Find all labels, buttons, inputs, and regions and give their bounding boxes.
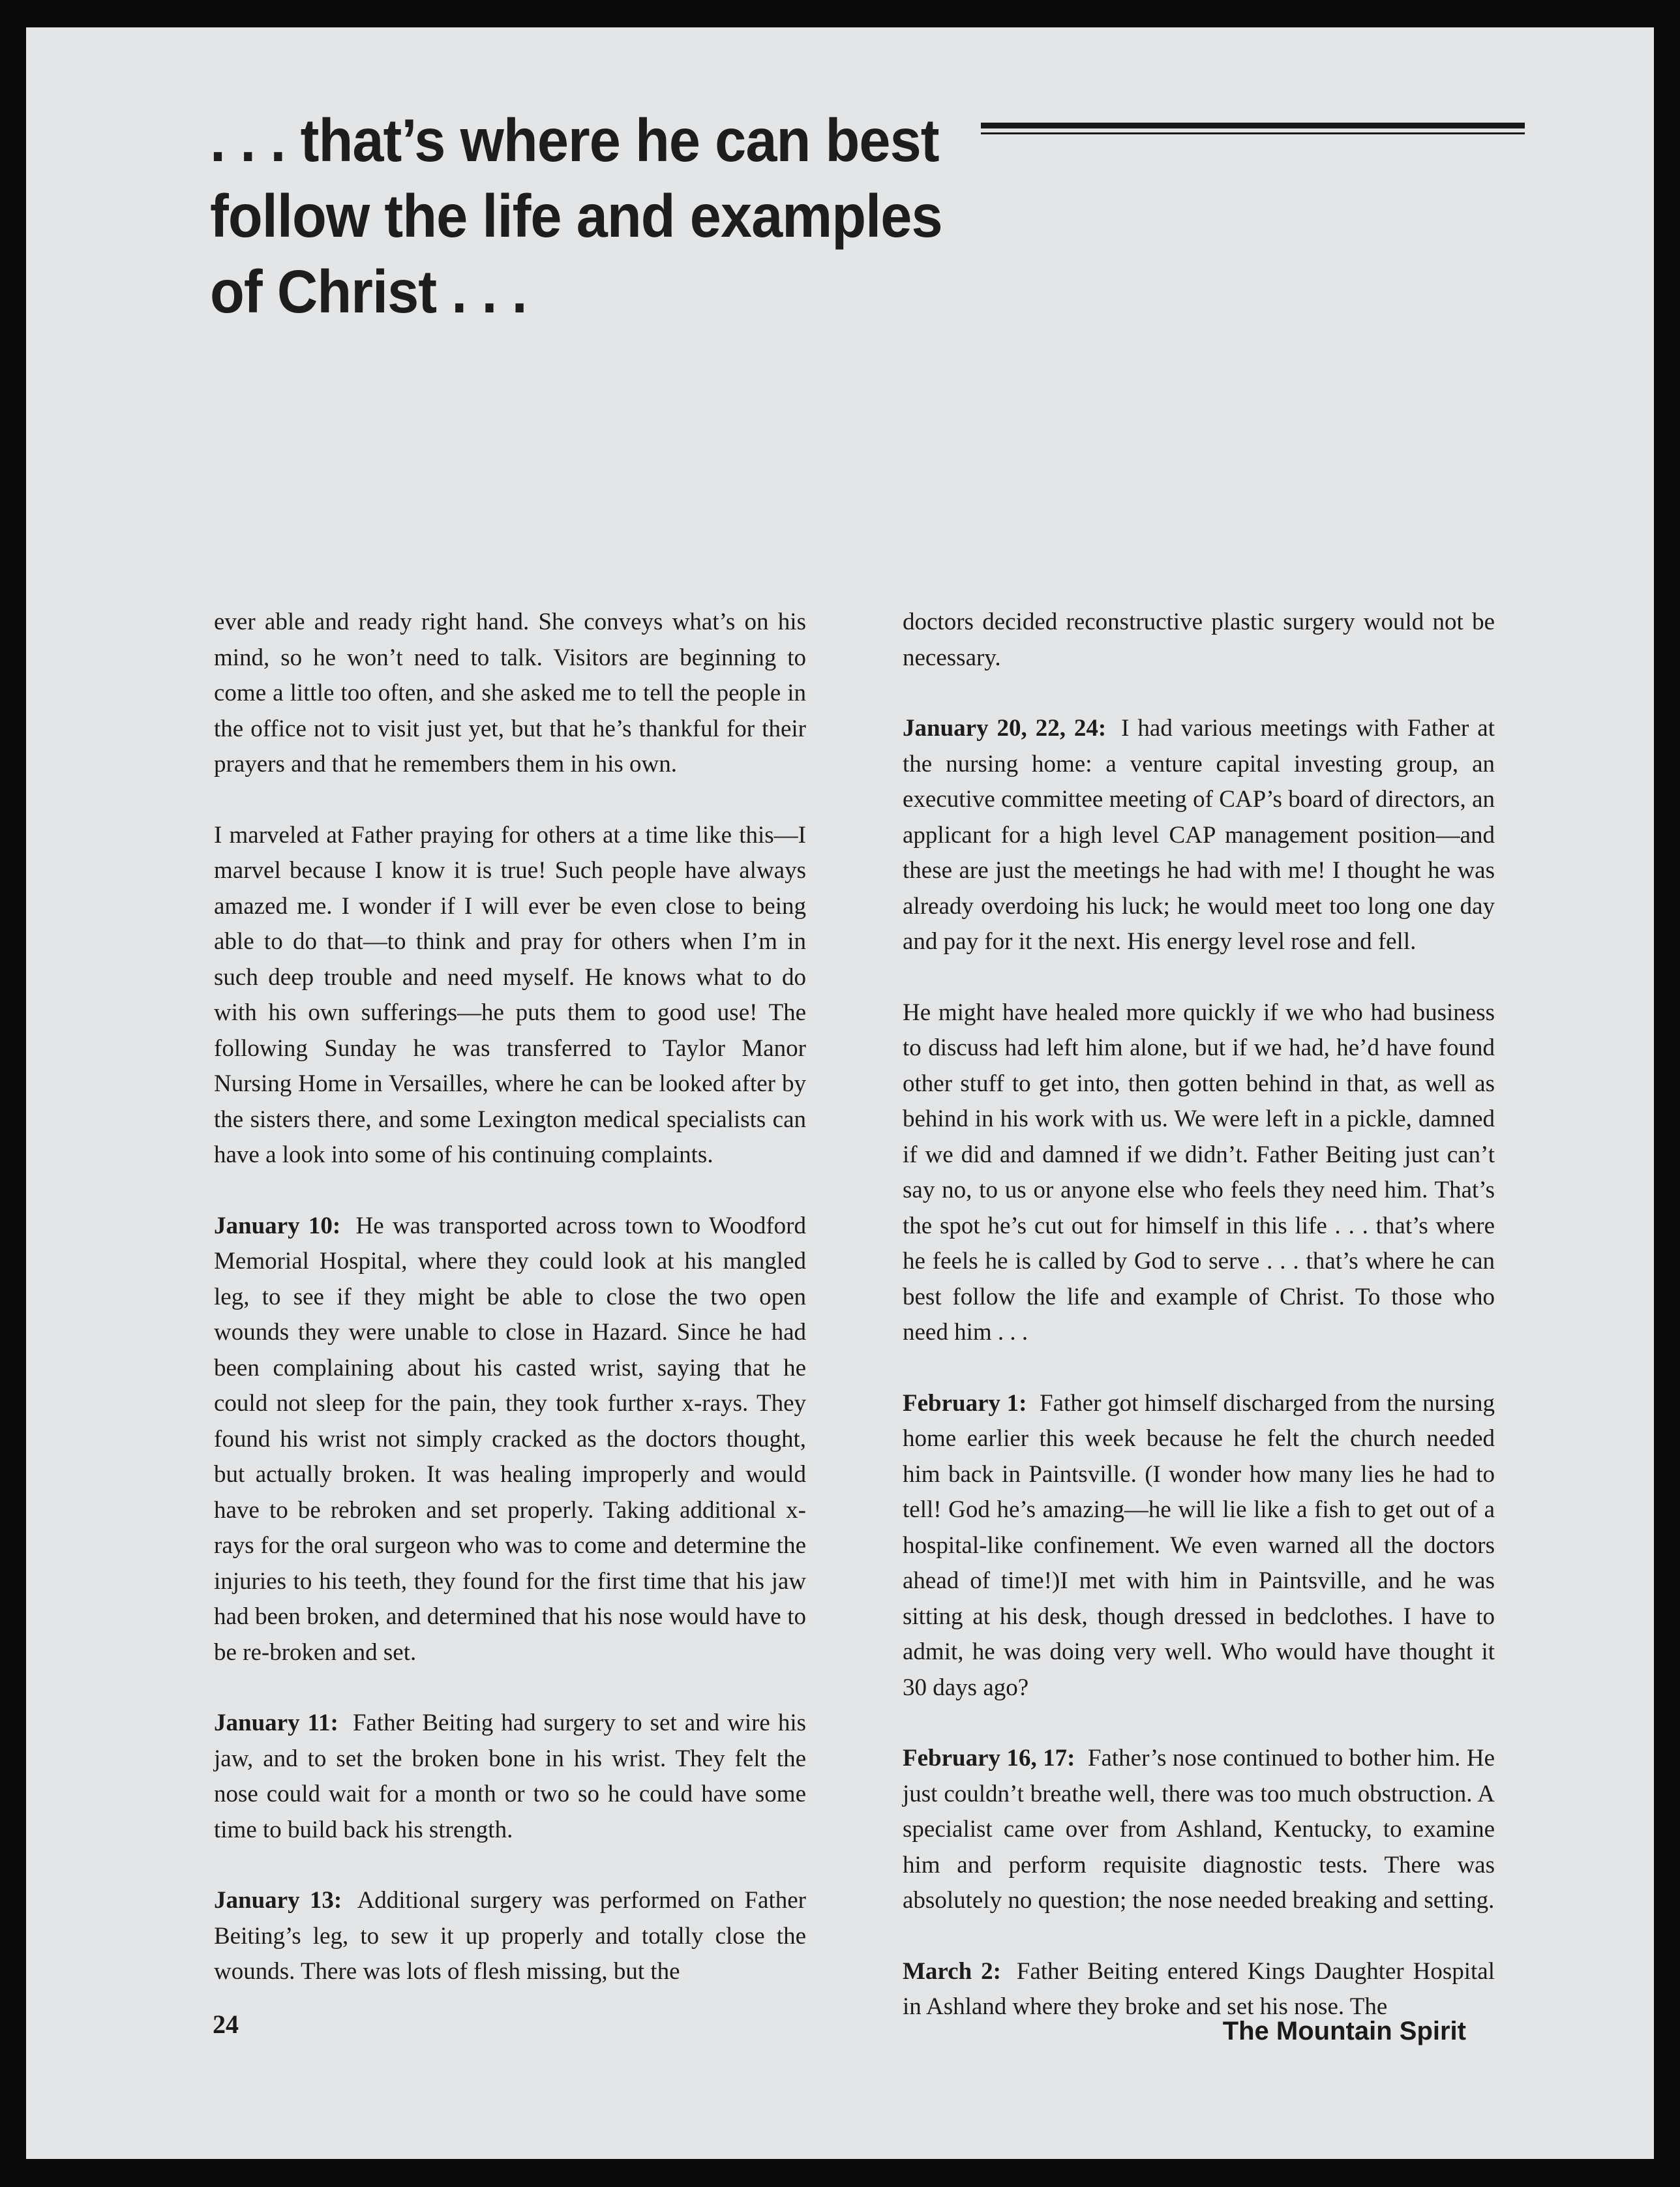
date-label: February 1: (903, 1389, 1027, 1417)
date-label: February 16, 17: (903, 1745, 1075, 1772)
page-number: 24 (213, 2010, 239, 2039)
pull-quote-line-3: of Christ . . . (210, 258, 527, 325)
date-label: January 11: (214, 1710, 338, 1736)
paragraph-text: Father Beiting entered Kings Daughter Hospital in Ashland where they broke and set his nose. The (903, 1957, 1495, 2020)
paragraph (214, 1209, 806, 1671)
paragraph (903, 1386, 1495, 1706)
pull-quote (210, 102, 944, 329)
paragraph (903, 1741, 1495, 1919)
paragraph (214, 1706, 806, 1848)
paragraph: He might have healed more quickly if we who had business to discuss had left him alone, but if we had, he’d have found other stuff to get into, then gotten behind in that, as well as behind in his work with us. We were left in a pickle, damned if we did and damned if we didn’t. Father Beiting just can’t say no, to us or anyone else who feels they need him. That’s the spot he’s cut out for himself in this life . . . that’s where he feels he is called by God to serve . . . that’s where he can best follow the life and example of Christ. To those who need him . . . (903, 999, 1495, 1346)
date-label: March 2: (903, 1957, 1001, 1985)
paragraph: ever able and ready right hand. She conveys what’s on his mind, so he won’t need to talk. Visitors are beginning to come a little too often, and she asked me to tell the people in the office not to visit just yet, but that he’s thankful for their prayers and that he remembers them in his own. (214, 609, 806, 777)
paragraph-text: Father’s nose continued to bother him. He just couldn’t breathe well, there was too much obstruction. A specialist came over from Ashland, Kentucky, to examine him and perform requisite diagnostic tests. There was absolutely no question; the nose needed breaking and setting. (903, 1745, 1495, 1914)
header-rule-thin (981, 132, 1525, 134)
paragraph-text: He was transported across town to Woodford Memorial Hospital, where they could look at his mangled leg, to see if they might be able to close the two open wounds they were unable to close in Hazard. Since he had been complaining about his casted wrist, saying that he could not sleep for the pain, they took further x-rays. They found his wrist not simply cracked as the doctors thought, but actually broken. It was healing improperly and would have to be rebroken and set properly. Taking additional x-rays for the oral surgeon who was to come and determine the injuries to his teeth, they found for the first time that his jaw had been broken, and determined that his nose would have to be re-broken and set. (214, 1212, 807, 1666)
paragraph-text: Father got himself discharged from the nursing home earlier this week because he felt the church needed him back in Paintsville. (I wonder how many lies he had to tell! God he’s amazing—he will lie like a fish to get out of a hospital-like confinement. We even warned all the doctors ahead of time!)I met with him in Paintsville, and he was sitting at his desk, though dressed in bedclothes. I have to admit, he was doing very well. Who would have thought it 30 days ago? (903, 1389, 1495, 1701)
paragraph: I marveled at Father praying for others at a time like this—I marvel because I know it is true! Such people have always amazed me. I wonder if I will ever be even close to being able to do that—to think and pray for others when I’m in such deep trouble and need myself. He knows what to do with his own sufferings—he puts them to good use! The following Sunday he was transferred to Taylor Manor Nursing Home in Versailles, where he can be looked after by the sisters there, and some Lexington medical specialists can have a look into some of his continuing complaints. (214, 821, 806, 1168)
date-label: January 10: (214, 1212, 341, 1239)
right-column (903, 605, 1495, 2025)
paragraph-text: Additional surgery was performed on Father Beiting’s leg, to sew it up properly and totally close the wounds. There was lots of flesh missing, but the (214, 1887, 806, 1985)
header-rule-thick (981, 123, 1525, 128)
date-label: January 20, 22, 24: (903, 715, 1107, 742)
paragraph (903, 711, 1495, 960)
paragraph-text: Father Beiting had surgery to set and wire his jaw, and to set the broken bone in his wrist. They felt the nose could wait for a month or two so he could have some time to build back his strength. (214, 1710, 807, 1843)
magazine-page (26, 27, 1654, 2159)
publication-title: The Mountain Spirit (1222, 2017, 1466, 2045)
paragraph-text: I had various meetings with Father at the nursing home: a venture capital investing group, an executive committee meeting of CAP’s board of directors, an applicant for a high level CAP management position—and these are just the meetings he had with me! I thought he was already overdoing his luck; he would meet too long one day and pay for it the next. His energy level rose and fell. (903, 715, 1495, 955)
paragraph (903, 1954, 1495, 2025)
pull-quote-line-2: follow the life and examples (210, 182, 942, 250)
date-label: January 13: (214, 1887, 342, 1914)
paragraph (214, 1883, 806, 1990)
paragraph: doctors decided reconstructive plastic surgery would not be necessary. (903, 609, 1495, 671)
pull-quote-line-1: . . . that’s where he can best (210, 106, 939, 174)
left-column (214, 605, 806, 1990)
